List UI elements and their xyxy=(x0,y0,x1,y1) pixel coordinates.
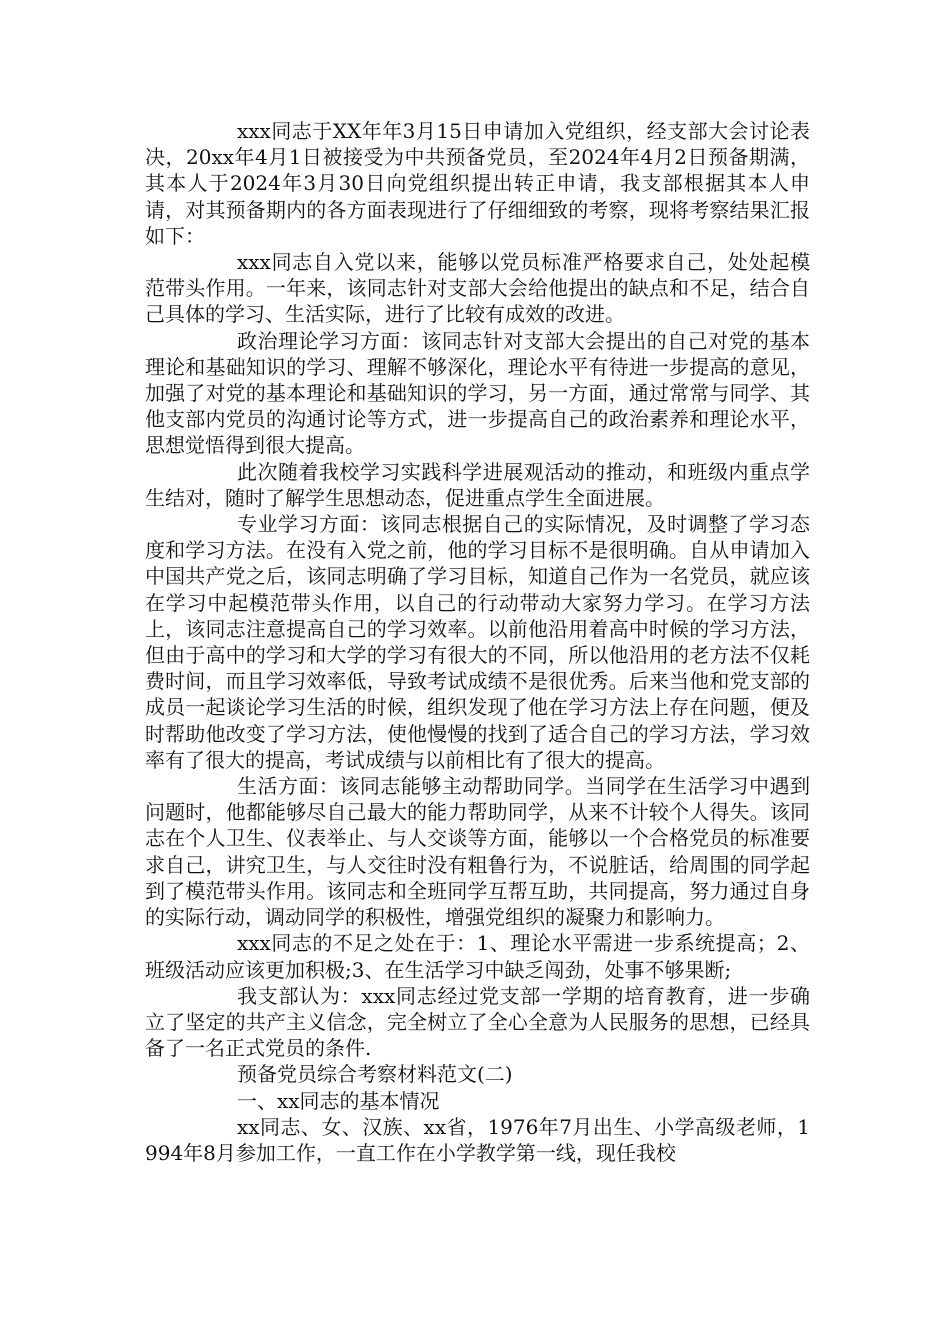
paragraph-basic-info: xx同志、女、汉族、xx省，1976年7月出生、小学高级老师，1994年8月参加工作，一直工作在小学教学第一线，现任我校 xyxy=(145,1114,810,1165)
section-title: 预备党员综合考察材料范文(二) xyxy=(237,1062,513,1087)
paragraph-political-theory: 政治理论学习方面：该同志针对支部大会提出的自己对党的基本理论和基础知识的学习、理解不够深化，理论水平有待进一步提高的意见，加强了对党的基本理论和基础知识的学习，另一方面，通过常常与同学、其他支部内党员的沟通讨论等方式，进一步提高自己的政治素养和理论水平，思想觉悟得到很大提高。 xyxy=(145,328,810,458)
subheading-basic-info: 一、xx同志的基本情况 xyxy=(237,1088,440,1113)
paragraph-overall-performance: xxx同志自入党以来，能够以党员标准严格要求自己，处处起模范带头作用。一年来，该同志针对支部大会给他提出的缺点和不足，结合自己具体的学习、生活实际，进行了比较有成效的改进。 xyxy=(145,250,810,327)
paragraph-practice-activity: 此次随着我校学习实践科学进展观活动的推动，和班级内重点学生结对，随时了解学生思想动态，促进重点学生全面进展。 xyxy=(145,459,810,510)
paragraph-branch-conclusion: 我支部认为：xxx同志经过党支部一学期的培育教育，进一步确立了坚定的共产主义信念，完全树立了全心全意为人民服务的思想，已经具备了一名正式党员的条件. xyxy=(145,983,810,1061)
paragraph-professional-study: 专业学习方面：该同志根据自己的实际情况，及时调整了学习态度和学习方法。在没有入党之前，他的学习目标不是很明确。自从申请加入中国共产党之后，该同志明确了学习目标，知道自己作为一名党员，就应该在学习中起模范带头作用，以自己的行动带动大家努力学习。在学习方法上，该同志注意提高自己的学习效率。以前他沿用着高中时候的学习方法，但由于高中的学习和大学的学习有很大的不同，所以他沿用的老方法不仅耗费时间，而且学习效率低，导致考试成绩不是很优秀。后来当他和党支部的成员一起谈论学习生活的时候，组织发现了他在学习方法上存在问题，便及时帮助他改变了学习方法，使他慢慢的找到了适合自己的学习方法，学习效率有了很大的提高，考试成绩与以前相比有了很大的提高。 xyxy=(145,512,810,772)
paragraph-shortcomings: xxx同志的不足之处在于：1、理论水平需进一步系统提高；2、班级活动应该更加积极;3、在生活学习中缺乏闯劲，处事不够果断; xyxy=(145,931,810,982)
document-body xyxy=(145,118,810,1166)
paragraph-application-summary: xxx同志于XX年年3月15日申请加入党组织，经支部大会讨论表决，20xx年4月1日被接受为中共预备党员，至2024年4月2日预备期满，其本人于2024年3月30日向党组织提出转正申请，我支部根据其本人申请，对其预备期内的各方面表现进行了仔细细致的考察，现将考察结果汇报如下： xyxy=(145,119,810,248)
paragraph-daily-life: 生活方面：该同志能够主动帮助同学。当同学在生活学习中遇到问题时，他都能够尽自己最大的能力帮助同学，从来不计较个人得失。该同志在个人卫生、仪表举止、与人交谈等方面，能够以一个合格党员的标准要求自己，讲究卫生，与人交往时没有粗鲁行为，不说脏话，给周围的同学起到了模范带头作用。该同志和全班同学互帮互助，共同提高，努力通过自身的实际行动，调动同学的积极性，增强党组织的凝聚力和影响力。 xyxy=(145,774,810,930)
